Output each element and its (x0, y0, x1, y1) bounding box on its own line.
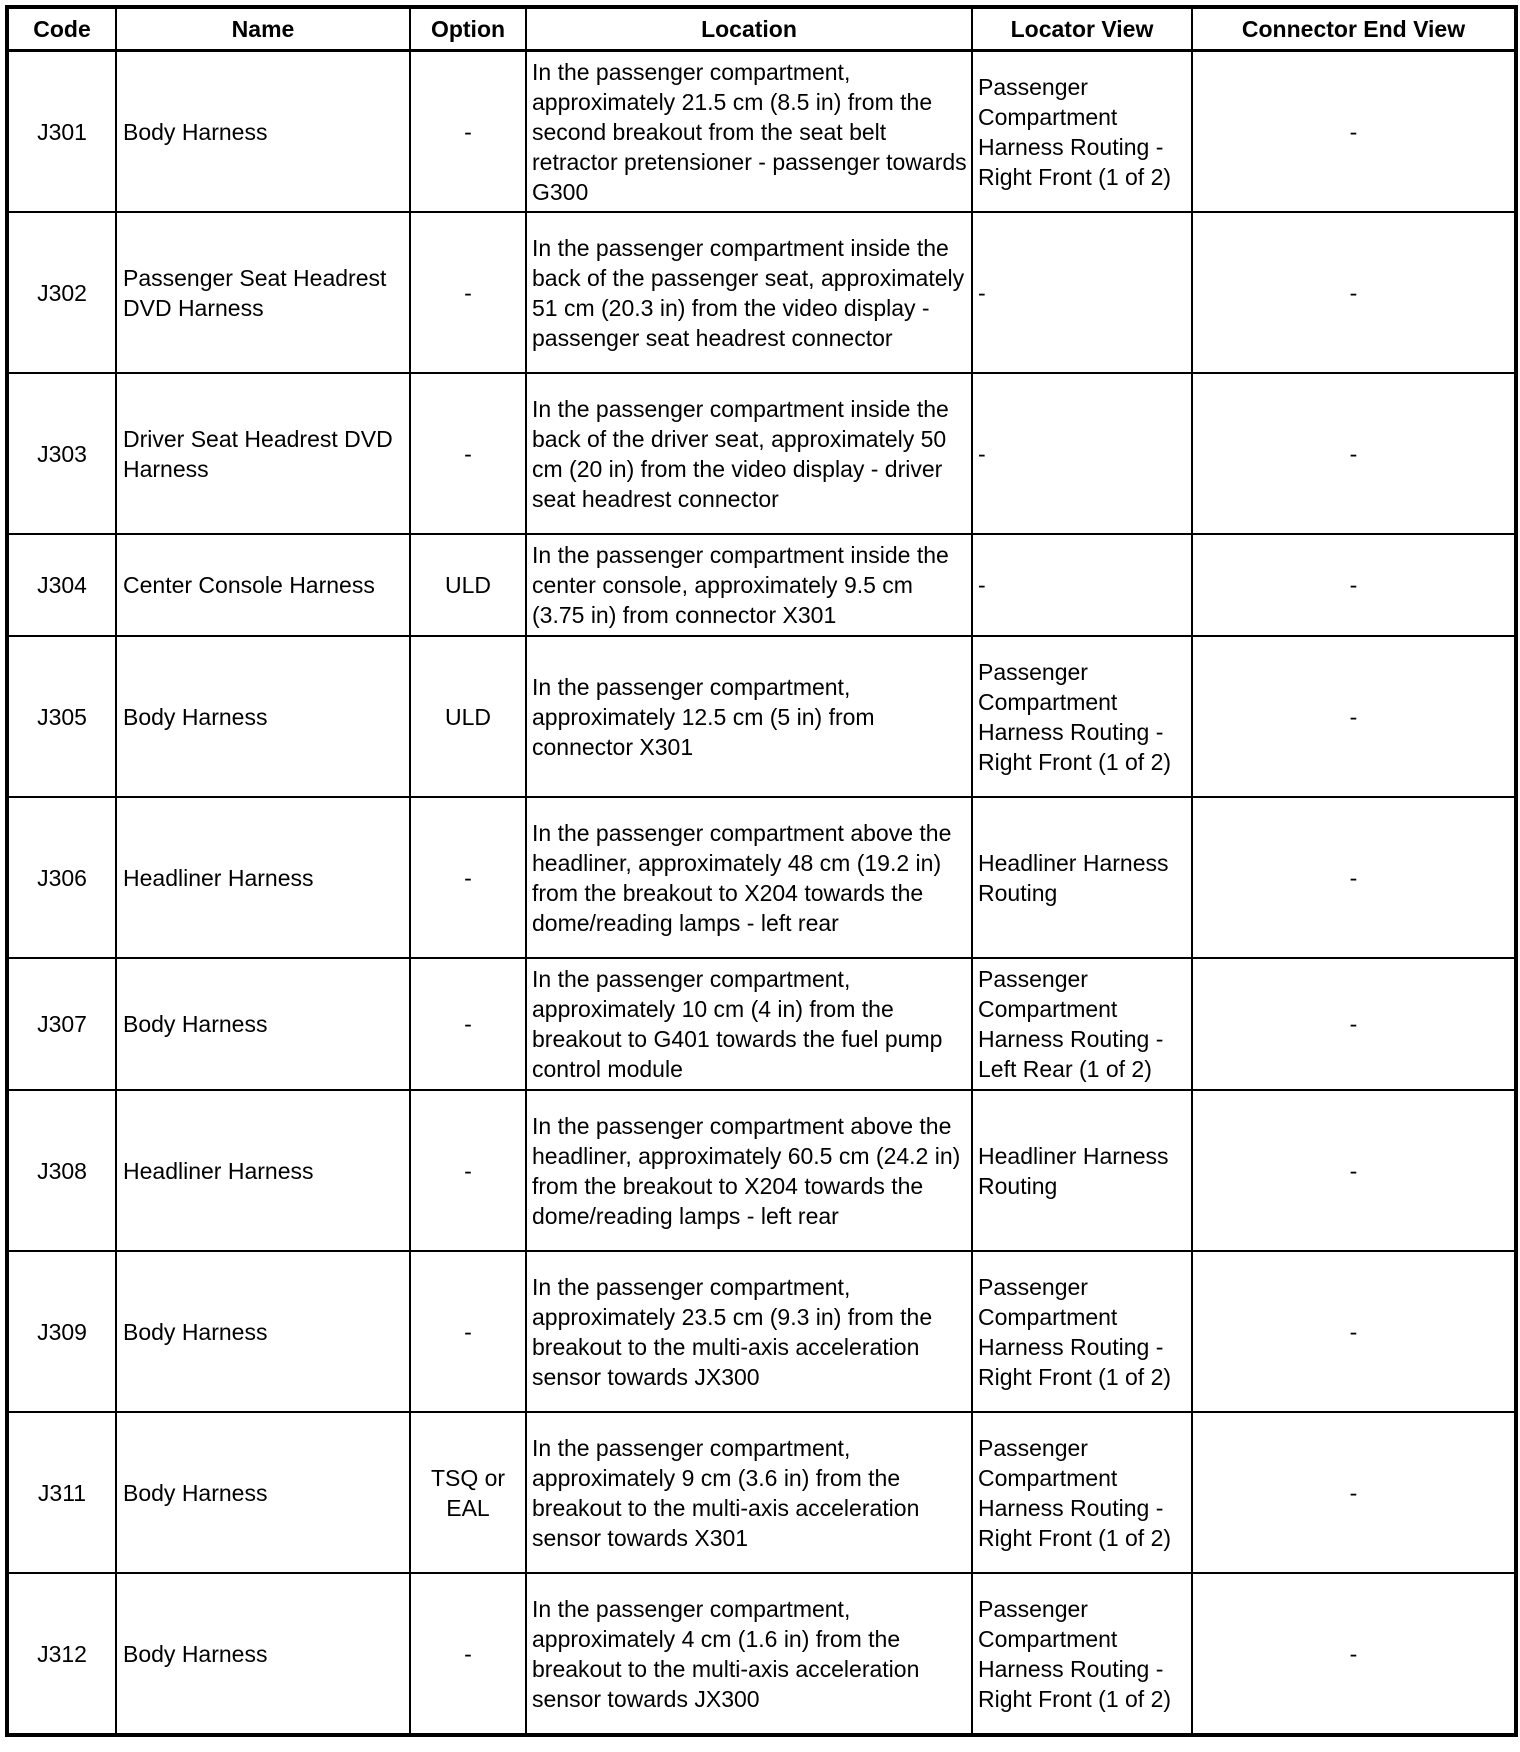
table-row (7, 1412, 1516, 1573)
cell-connector-end-view: - (1192, 1573, 1516, 1735)
cell-name: Body Harness (116, 1412, 410, 1573)
table-row (7, 212, 1516, 373)
cell-name: Body Harness (116, 1573, 410, 1735)
table-row (7, 1090, 1516, 1251)
cell-name: Passenger Seat Headrest DVD Harness (116, 212, 410, 373)
cell-option: - (410, 212, 526, 373)
cell-option: - (410, 373, 526, 534)
cell-connector-end-view: - (1192, 373, 1516, 534)
cell-locator-view: Passenger Compartment Harness Routing - Right Front (1 of 2) (972, 51, 1192, 213)
table-row (7, 1573, 1516, 1735)
cell-name: Body Harness (116, 636, 410, 797)
cell-option: ULD (410, 534, 526, 636)
cell-connector-end-view: - (1192, 1412, 1516, 1573)
cell-name: Body Harness (116, 958, 410, 1090)
cell-connector-end-view: - (1192, 797, 1516, 958)
table-row (7, 797, 1516, 958)
cell-name: Headliner Harness (116, 1090, 410, 1251)
cell-option: - (410, 1251, 526, 1412)
header-name: Name (116, 7, 410, 51)
cell-code: J302 (7, 212, 116, 373)
cell-location: In the passenger compartment, approximately 23.5 cm (9.3 in) from the breakout to the multi-axis acceleration sensor towards JX300 (526, 1251, 972, 1412)
cell-location: In the passenger compartment, approximately 12.5 cm (5 in) from connector X301 (526, 636, 972, 797)
cell-code: J311 (7, 1412, 116, 1573)
cell-location: In the passenger compartment, approximately 21.5 cm (8.5 in) from the second breakout from the seat belt retractor pretensioner - passenger towards G300 (526, 51, 972, 213)
cell-code: J304 (7, 534, 116, 636)
table-row (7, 636, 1516, 797)
cell-code: J312 (7, 1573, 116, 1735)
cell-name: Body Harness (116, 51, 410, 213)
cell-option: TSQ or EAL (410, 1412, 526, 1573)
cell-connector-end-view: - (1192, 534, 1516, 636)
cell-location: In the passenger compartment inside the center console, approximately 9.5 cm (3.75 in) from connector X301 (526, 534, 972, 636)
inline-harness-connector-table (5, 5, 1518, 1737)
header-row (7, 7, 1516, 51)
cell-option: ULD (410, 636, 526, 797)
cell-connector-end-view: - (1192, 212, 1516, 373)
cell-locator-view: Passenger Compartment Harness Routing - Right Front (1 of 2) (972, 1412, 1192, 1573)
table-row (7, 534, 1516, 636)
cell-code: J303 (7, 373, 116, 534)
cell-option: - (410, 958, 526, 1090)
cell-code: J306 (7, 797, 116, 958)
header-location: Location (526, 7, 972, 51)
header-locator-view: Locator View (972, 7, 1192, 51)
cell-name: Center Console Harness (116, 534, 410, 636)
cell-connector-end-view: - (1192, 1090, 1516, 1251)
cell-locator-view: Passenger Compartment Harness Routing - Right Front (1 of 2) (972, 1573, 1192, 1735)
cell-locator-view: - (972, 373, 1192, 534)
cell-location: In the passenger compartment inside the back of the driver seat, approximately 50 cm (20 in) from the video display - driver seat headrest connector (526, 373, 972, 534)
cell-location: In the passenger compartment above the headliner, approximately 60.5 cm (24.2 in) from the breakout to X204 towards the dome/reading lamps - left rear (526, 1090, 972, 1251)
cell-code: J307 (7, 958, 116, 1090)
cell-locator-view: Passenger Compartment Harness Routing - Right Front (1 of 2) (972, 1251, 1192, 1412)
cell-connector-end-view: - (1192, 958, 1516, 1090)
cell-location: In the passenger compartment, approximately 10 cm (4 in) from the breakout to G401 towards the fuel pump control module (526, 958, 972, 1090)
cell-connector-end-view: - (1192, 1251, 1516, 1412)
cell-option: - (410, 797, 526, 958)
cell-location: In the passenger compartment, approximately 4 cm (1.6 in) from the breakout to the multi-axis acceleration sensor towards JX300 (526, 1573, 972, 1735)
cell-option: - (410, 51, 526, 213)
cell-locator-view: - (972, 212, 1192, 373)
cell-name: Headliner Harness (116, 797, 410, 958)
cell-connector-end-view: - (1192, 51, 1516, 213)
header-code: Code (7, 7, 116, 51)
header-option: Option (410, 7, 526, 51)
cell-locator-view: - (972, 534, 1192, 636)
cell-location: In the passenger compartment inside the back of the passenger seat, approximately 51 cm (20.3 in) from the video display - passenger seat headrest connector (526, 212, 972, 373)
cell-locator-view: Passenger Compartment Harness Routing - Left Rear (1 of 2) (972, 958, 1192, 1090)
cell-locator-view: Headliner Harness Routing (972, 797, 1192, 958)
cell-name: Body Harness (116, 1251, 410, 1412)
cell-location: In the passenger compartment, approximately 9 cm (3.6 in) from the breakout to the multi-axis acceleration sensor towards X301 (526, 1412, 972, 1573)
cell-locator-view: Headliner Harness Routing (972, 1090, 1192, 1251)
table-row (7, 958, 1516, 1090)
cell-code: J305 (7, 636, 116, 797)
cell-code: J309 (7, 1251, 116, 1412)
table-row (7, 1251, 1516, 1412)
table-row (7, 373, 1516, 534)
cell-code: J308 (7, 1090, 116, 1251)
header-connector-end-view: Connector End View (1192, 7, 1516, 51)
cell-locator-view: Passenger Compartment Harness Routing - Right Front (1 of 2) (972, 636, 1192, 797)
cell-connector-end-view: - (1192, 636, 1516, 797)
cell-code: J301 (7, 51, 116, 213)
cell-name: Driver Seat Headrest DVD Harness (116, 373, 410, 534)
cell-location: In the passenger compartment above the headliner, approximately 48 cm (19.2 in) from the breakout to X204 towards the dome/reading lamps - left rear (526, 797, 972, 958)
table-row (7, 51, 1516, 213)
cell-option: - (410, 1090, 526, 1251)
cell-option: - (410, 1573, 526, 1735)
